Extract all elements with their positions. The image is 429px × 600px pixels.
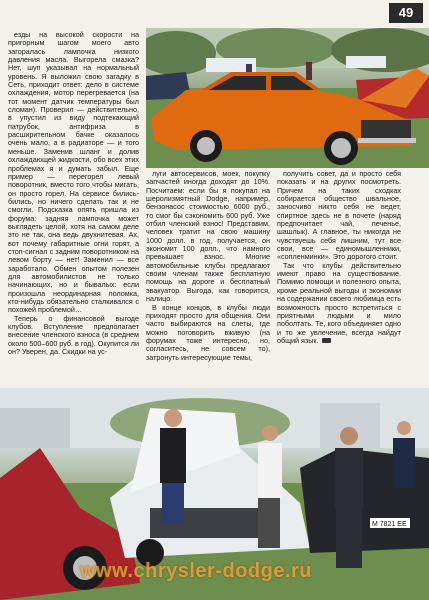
col3-paragraph-2 bbox=[277, 262, 401, 345]
orange-car-illustration bbox=[146, 28, 429, 168]
col2-paragraph-2: В конце концов, в клубы люди приходят просто для общения. Они часто выбираются на слеты, где можно поговорить вживую (на форумах тоже интересно, но, согласитесь, не совсем то), затронуть интересующие темы, bbox=[146, 302, 270, 362]
col3-paragraph-2-text: Так что клубы действительно имеют право на существование. Помимо помощи и полезного опыта, кроме реальной выгоды и экономии на содержании своего любимца есть возможность просто встретиться с приятными людьми и мило поболтать. Те, кого объединяет одно и то же увлечение, всегда найдут общий язык. bbox=[277, 260, 401, 345]
text-column-2 bbox=[146, 170, 270, 385]
end-of-article-icon bbox=[322, 338, 331, 343]
col1-paragraph-2: Теперь о финансовой выгоде клубов. Вступление предполагает внесение членского взноса (в среднем около 500–600 руб. в год). Окупится ли он? Уверен, да. Скидки на ус- bbox=[8, 313, 139, 357]
photo-orange-dodge bbox=[146, 28, 429, 168]
license-plate: М 7821 ЕЕ bbox=[372, 521, 407, 528]
col1-paragraph-1: езды на высокой скорости на пригорным шагом моего авто загоралась лампочка низкого давления масла. Выгорела смазка? Нет, шуп указывал на нормальный уровень. Я выложил свою загадку в Сеть, приходит ответ: дело в системе охлаждения, мотор перегревается (на тот момент датчик температуры был сломан). Проверил — действительно, в упустил из виду подтекающий патрубок, антифриза в расширительном бачке оказалось очень мало, а в радиаторе — и того меньше. Заменив шланг и долив охлаждающей жидкости, обо всех этих проблемах я и думать забыл. Еще пример — перегорел левый поворотник, вместо того чтобы мигать, он просто горел. На сервисе бились-бились, но ничего сделать так и не смогли. Подсказка опять пришла из форума: задняя лампочка может выглядеть целой, хотя на самом деле это не так, она ведь двухнитевая. Ах, вот почему габаритные огни горят, а стоп-сигнал с задним поворотником на левом борту — нет! Заменил — все заработало. Обмен опытом полезен для автомобилистов не только начинающих, но и бывалых: если произошла неординарная поломка, кто-нибудь обязательно сталкивался с похожей проблемой… bbox=[8, 31, 139, 315]
col2-paragraph-1: луги автосервисов, моек, покупку запчастей иногда доходят до 10%. Посчитаем: если бы я покупал на шеролизмятный Dodge, например, бензонасос стоимостью 6000 руб., то смог бы сэкономить 600 руб. Уже отбил членский взнос! Представим, человек тратит на свою машину 1000 долл. в год, получается, он экономит 100 долл., что намного превышает взнос. Многие автомобильные клубы предлагают своим членам также бесплатную помощь на дороге и бесплатный эвакуатор. Выгода, как говорится, налицо. bbox=[146, 170, 270, 304]
text-column-3 bbox=[277, 170, 401, 380]
col3-paragraph-1: получить совет, да и просто себя показать и на других посмотреть. Причем на таких сходках собирается общество швальное, заносчиво никто себя не ведет, спиртное здесь не в почете (наряд предпочитает чай, печенье, шашлык). А главное, ты никогда не чувствуешь себя лишним, тут все свои, все — единомышленники, «сопленминки». Это дорогого стоит. bbox=[277, 170, 401, 262]
text-column-1 bbox=[8, 31, 139, 386]
page-number: 49 bbox=[389, 3, 423, 23]
website-watermark: www.chrysler-dodge.ru bbox=[80, 560, 313, 582]
